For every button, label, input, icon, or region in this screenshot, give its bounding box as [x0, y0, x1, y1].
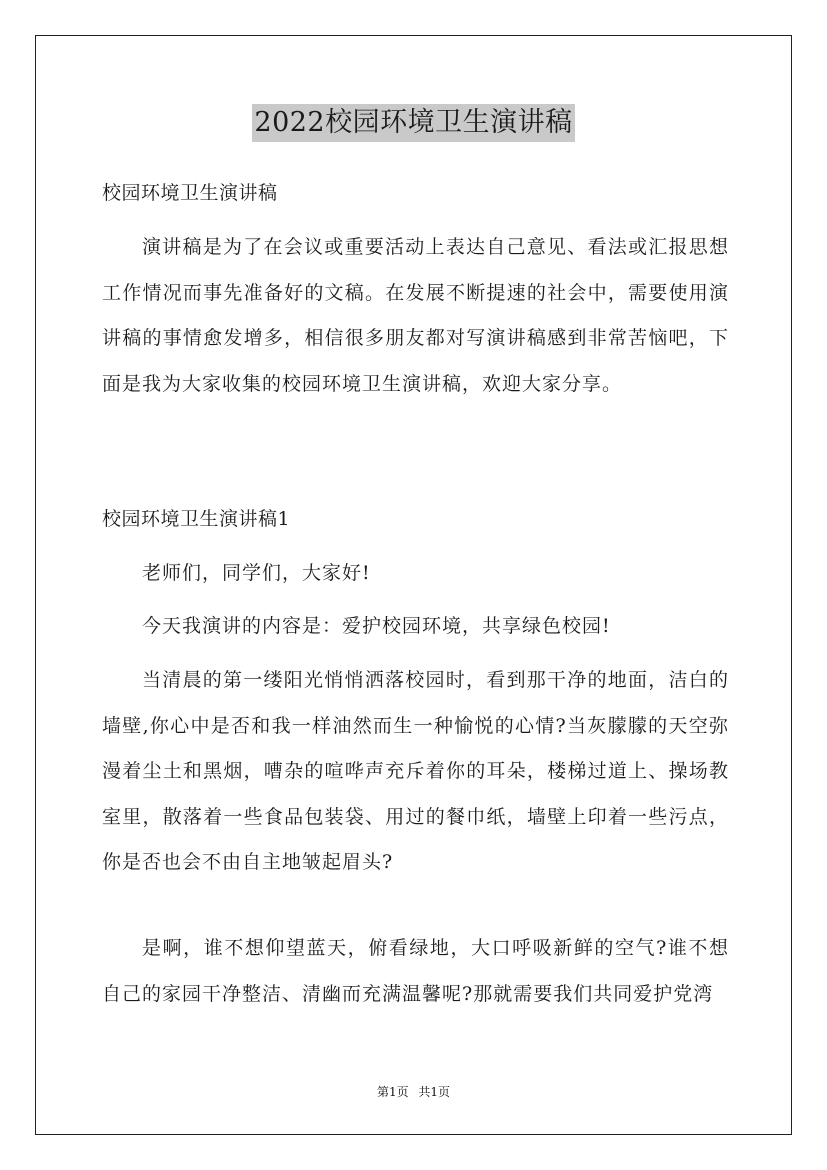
topic-paragraph: 今天我演讲的内容是：爱护校园环境，共享绿色校园!	[142, 615, 611, 637]
body-paragraph-1: 当清晨的第一缕阳光悄悄洒落校园时，看到那干净的地面，洁白的墙壁,你心中是否和我一样油然而生一种愉悦的心情?当灰朦朦的天空弥漫着尘土和黑烟，嘈杂的喧哗声充斥着你的耳朵，楼梯过道上、操场教室里，散落着一些食品包装袋、用过的餐巾纸，墙壁上印着一些污点，你是否也会不由自主地皱起眉头?	[102, 669, 729, 873]
page-total: 共1页	[418, 1085, 451, 1099]
section-heading: 校园环境卫生演讲稿1	[102, 508, 291, 530]
title-container	[0, 104, 827, 142]
greeting-paragraph: 老师们，同学们，大家好!	[142, 562, 371, 584]
document-title: 2022校园环境卫生演讲稿	[252, 104, 574, 142]
body-paragraph-2: 是啊，谁不想仰望蓝天，俯看绿地，大口呼吸新鲜的空气?谁不想自己的家园干净整洁、清幽而充满温馨呢?那就需要我们共同爱护党湾	[102, 937, 729, 1005]
intro-paragraph: 演讲稿是为了在会议或重要活动上表达自己意见、看法或汇报思想工作情况而事先准备好的文稿。在发展不断提速的社会中，需要使用演讲稿的事情愈发增多，相信很多朋友都对写演讲稿感到非常苦恼吧，下面是我为大家收集的校园环境卫生演讲稿，欢迎大家分享。	[102, 236, 729, 395]
page-number: 第1页	[376, 1085, 409, 1099]
document-subtitle: 校园环境卫生演讲稿	[102, 182, 278, 204]
page-footer	[0, 1084, 827, 1100]
